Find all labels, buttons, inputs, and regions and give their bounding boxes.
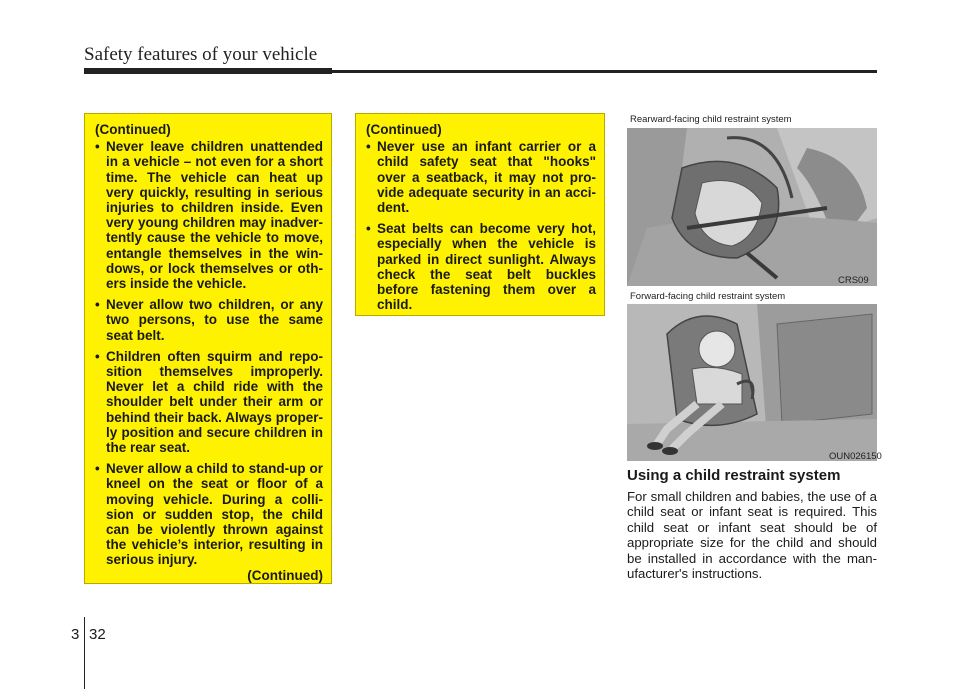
footer-rule (84, 617, 85, 689)
warning-item (366, 221, 596, 312)
chapter-number: 3 (71, 626, 80, 643)
warning-item (95, 139, 323, 291)
warning-list (366, 139, 596, 312)
forward-seat-drawing (627, 304, 877, 461)
figure-code-forward: OUN026150 (829, 451, 882, 462)
warning-item-text: Children often squirm and repo-sition themselves improperly. Never let a child ride with the shoulder belt under their arm or behind their back. Always proper-ly position and secure children in the rear seat. (106, 348, 323, 456)
bullet-icon: • (95, 461, 100, 477)
header-rule-accent (84, 68, 332, 74)
bullet-icon: • (366, 139, 371, 155)
warning-box-middle (355, 113, 605, 316)
bullet-icon: • (95, 139, 100, 155)
section-body: For small children and babies, the use of a child seat or infant seat is required. This child seat or infant seat should be of appropriate size for the child and should be installed in accordance with the man-ufacturer's instructions. (627, 489, 877, 582)
warning-item-text: Never use an infant carrier or a child safety seat that "hooks" over a seatback, it may not pro-vide adequate security in an acci-dent. (377, 139, 596, 216)
warning-item (366, 139, 596, 215)
warning-item (95, 349, 323, 455)
continued-label: (Continued) (366, 122, 442, 137)
rearward-child-seat-illustration (627, 128, 877, 286)
section-heading: Using a child restraint system (627, 467, 841, 484)
forward-child-seat-illustration (627, 304, 877, 461)
bullet-icon: • (366, 221, 371, 237)
warning-box-left (84, 113, 332, 584)
warning-item-text: Seat belts can become very hot, especially when the vehicle is parked in direct sunlight. Always check the seat belt buckles before fastening them over a child. (377, 221, 596, 313)
warning-item-text: Never allow a child to stand-up or kneel on the seat or floor of a moving vehicle. During a colli-sion or sudden stop, the child can be violently thrown against the vehicle’s interior, resulting in serious injury. (106, 461, 323, 568)
continued-label: (Continued) (95, 122, 171, 137)
page-number: 32 (89, 626, 106, 643)
figure-caption-forward: Forward-facing child restraint system (630, 291, 786, 302)
rearward-seat-drawing (627, 128, 877, 286)
page-header-title: Safety features of your vehicle (84, 44, 318, 65)
warning-list (95, 139, 323, 567)
bullet-icon: • (95, 348, 100, 364)
header-rule (84, 70, 877, 73)
warning-item-text: Never allow two children, or any two persons, to use the same seat belt. (106, 297, 323, 343)
continued-label-end: (Continued) (247, 567, 323, 583)
figure-caption-rearward: Rearward-facing child restraint system (630, 114, 792, 125)
warning-item (95, 461, 323, 567)
warning-item (95, 297, 323, 343)
bullet-icon: • (95, 297, 100, 313)
warning-item-text: Never leave children unattended in a vehicle – not even for a short time. The vehicle can heat up very quickly, resulting in serious injuries to children inside. Even very young children may inadver-tently cause the vehicle to move, entangle themselves in the win-dows, or lock themselves or oth-ers inside the vehicle. (106, 139, 323, 292)
figure-code-rearward: CRS09 (838, 275, 869, 286)
